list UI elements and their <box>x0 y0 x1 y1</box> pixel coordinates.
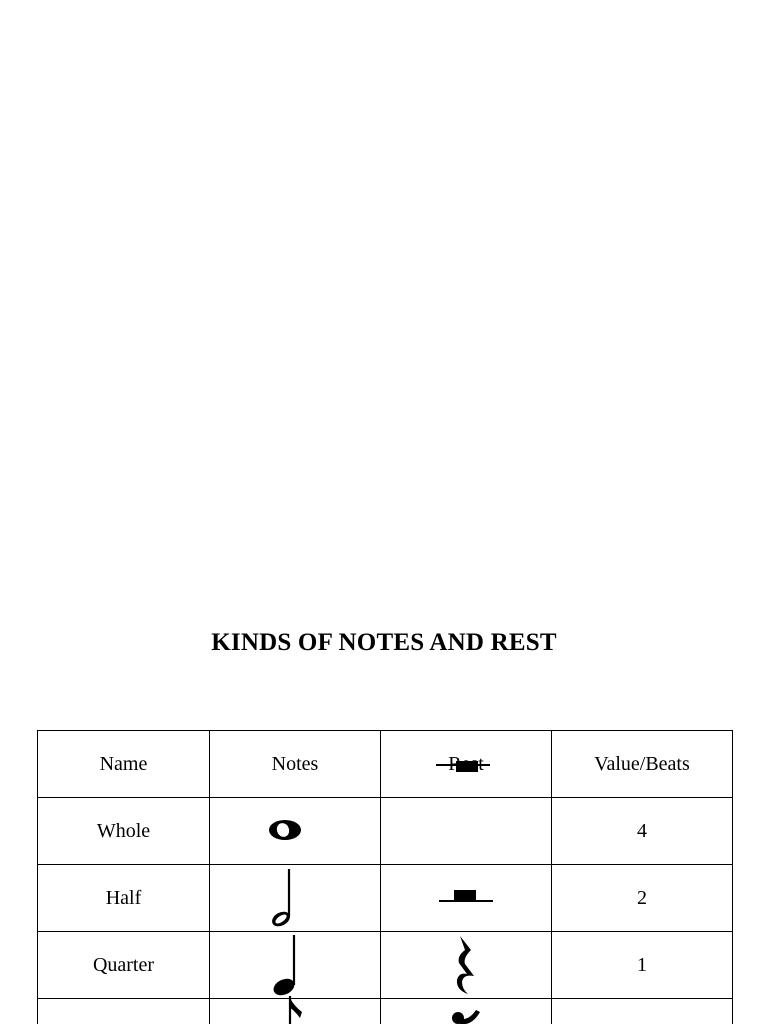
header-rest-label <box>448 753 484 776</box>
row-rest <box>381 999 552 1024</box>
quarter-note-icon <box>270 933 302 997</box>
rest-block-icon <box>456 761 478 772</box>
row-note <box>210 798 381 865</box>
row-note <box>210 865 381 932</box>
row-name: Quarter <box>38 932 210 999</box>
eighth-rest-icon <box>446 996 486 1024</box>
table-row <box>38 932 733 999</box>
row-note <box>210 932 381 999</box>
whole-note-icon <box>267 818 303 842</box>
quarter-rest-icon <box>451 934 481 996</box>
row-rest <box>381 932 552 999</box>
half-rest-icon <box>437 888 495 908</box>
row-rest <box>381 798 552 865</box>
eighth-note-icon <box>280 996 312 1024</box>
table-row <box>38 865 733 932</box>
row-value: 1 <box>552 932 733 999</box>
row-name: Half <box>38 865 210 932</box>
table-header-row <box>38 731 733 798</box>
row-note <box>210 999 381 1024</box>
row-rest <box>381 865 552 932</box>
header-notes: Notes <box>210 731 381 798</box>
page-title: KINDS OF NOTES AND REST <box>211 629 557 656</box>
header-name: Name <box>38 731 210 798</box>
row-value: 4 <box>552 798 733 865</box>
row-value: 2 <box>552 865 733 932</box>
notes-table <box>37 730 733 1024</box>
row-name <box>38 999 210 1024</box>
half-note-icon <box>270 867 300 929</box>
table-row <box>38 999 733 1024</box>
row-value <box>552 999 733 1024</box>
header-value: Value/Beats <box>552 731 733 798</box>
header-rest <box>381 731 552 798</box>
table-row <box>38 798 733 865</box>
row-name: Whole <box>38 798 210 865</box>
